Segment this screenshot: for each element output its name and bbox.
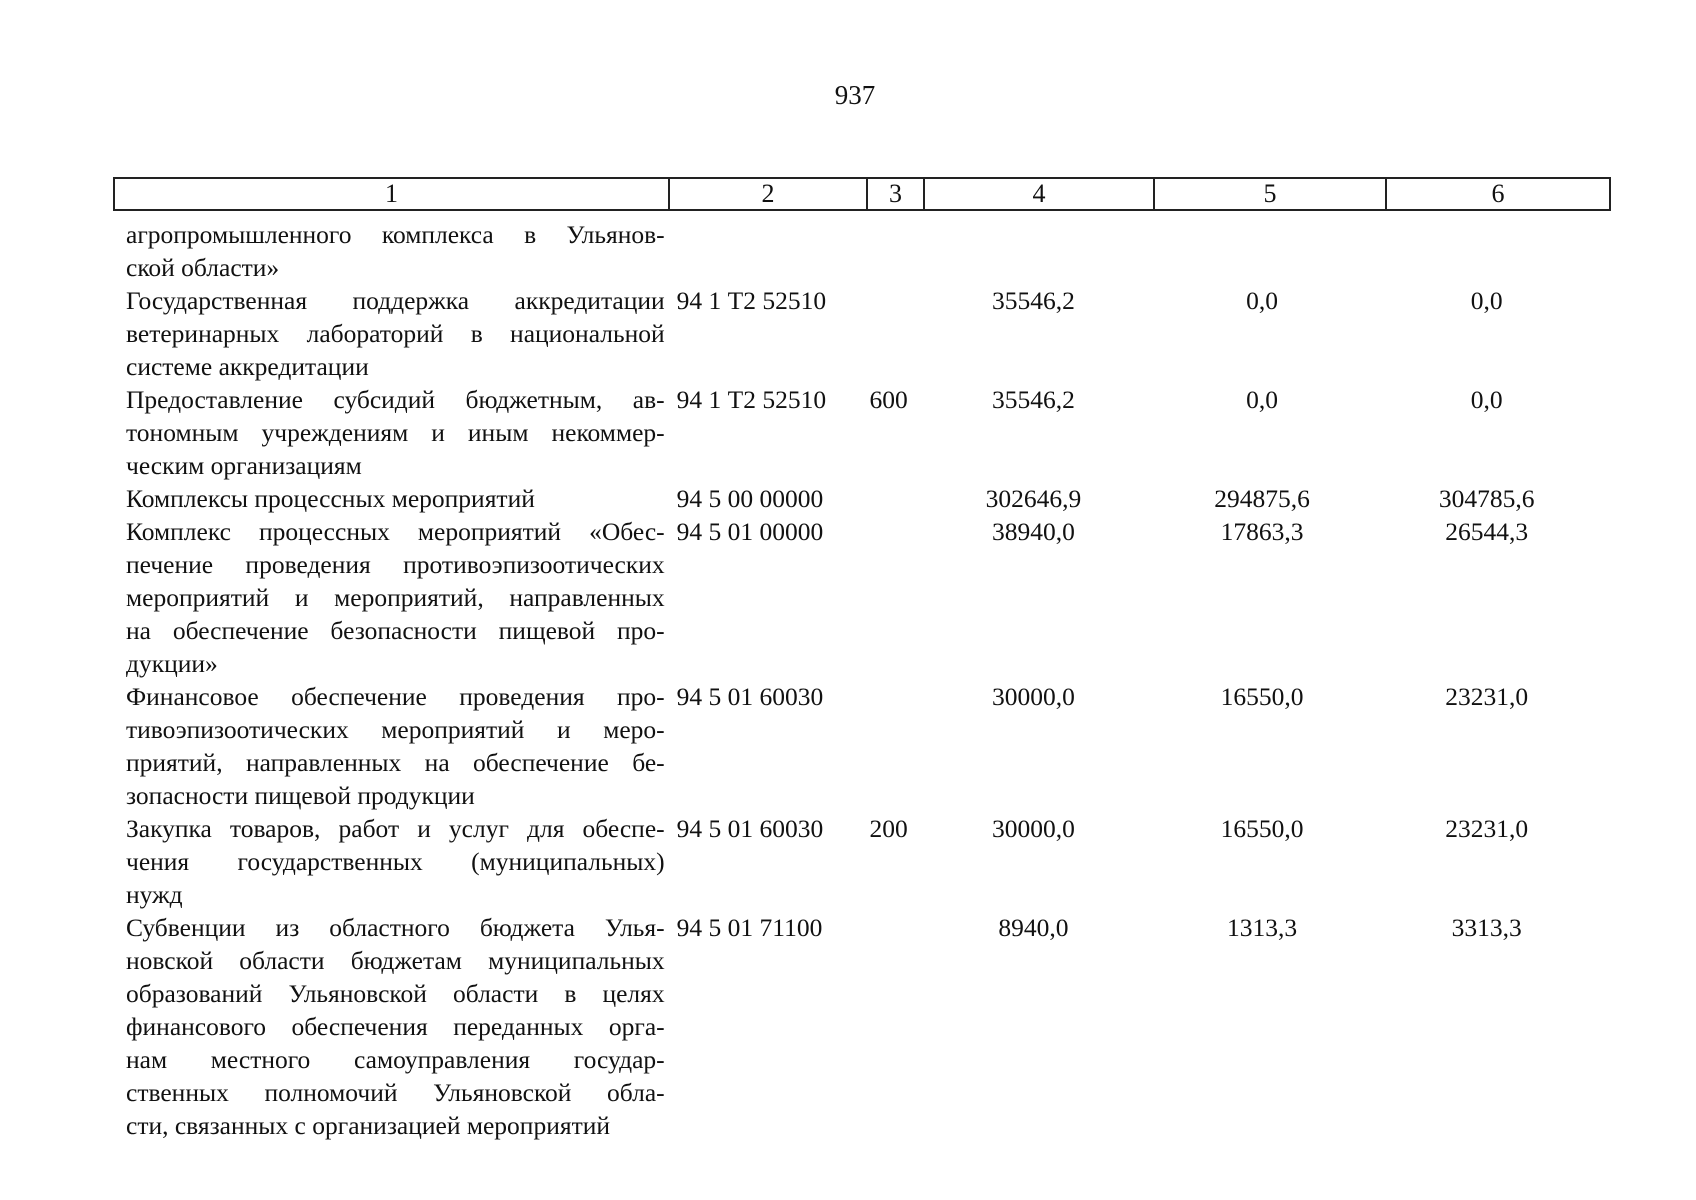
row-code: 94 1 Т2 52510 [676, 286, 827, 315]
description-line: приятий, направленных на обеспечение бе- [126, 748, 665, 777]
row-expense-type: 600 [869, 385, 908, 414]
column-header-4: 4 [924, 178, 1154, 210]
description-line: новской области бюджетам муниципальных [126, 946, 665, 975]
column-header-6: 6 [1386, 178, 1610, 210]
description-line: ственных полномочий Ульяновской обла- [126, 1078, 665, 1107]
row-value-col6: 304785,6 [1438, 484, 1535, 513]
description-line: ческим организациям [126, 451, 362, 480]
row-value-col5: 17863,3 [1220, 517, 1304, 546]
row-code: 94 5 01 71100 [676, 913, 823, 942]
description-line: печение проведения противоэпизоотических [126, 550, 665, 579]
row-value-col4: 38940,0 [992, 517, 1075, 546]
table-row [113, 284, 1597, 383]
row-description [113, 383, 665, 482]
row-value-col4: 30000,0 [992, 814, 1075, 843]
description-line: чения государственных (муниципальных) [126, 847, 665, 876]
row-description [113, 680, 665, 812]
description-line: Государственная поддержка аккредитации [126, 286, 665, 315]
description-line: Финансовое обеспечение проведения про- [126, 682, 665, 711]
row-value-col5: 1313,3 [1227, 913, 1298, 942]
budget-table-body [113, 218, 1597, 1142]
row-value-col4: 30000,0 [992, 682, 1075, 711]
description-line: Закупка товаров, работ и услуг для обеспе- [126, 814, 665, 843]
row-value-col5: 294875,6 [1214, 484, 1310, 513]
row-code: 94 5 01 60030 [676, 814, 824, 843]
row-description [113, 812, 665, 911]
description-line: Предоставление субсидий бюджетным, ав- [126, 385, 665, 414]
description-line: ветеринарных лабораторий в национальной [126, 319, 665, 348]
description-line: Комплекс процессных мероприятий «Обес- [126, 517, 665, 546]
row-code: 94 5 01 60030 [676, 682, 824, 711]
description-line: системе аккредитации [126, 352, 369, 381]
column-header-3: 3 [867, 178, 924, 210]
description-line: нужд [126, 880, 183, 909]
row-description [113, 218, 665, 284]
description-line: нам местного самоуправления государ- [126, 1045, 665, 1074]
row-value-col6: 0,0 [1470, 286, 1503, 315]
description-line: на обеспечение безопасности пищевой про- [126, 616, 665, 645]
row-value-col4: 35546,2 [992, 385, 1075, 414]
description-line: образований Ульяновской области в целях [126, 979, 665, 1008]
column-header-row [114, 178, 1610, 210]
description-line: Комплексы процессных мероприятий [126, 484, 535, 513]
description-line: зопасности пищевой продукции [126, 781, 475, 810]
description-line: ской области» [126, 253, 280, 282]
row-expense-type: 200 [869, 814, 908, 843]
row-description [113, 515, 665, 680]
description-line: мероприятий и мероприятий, направленных [126, 583, 665, 612]
row-description [113, 284, 665, 383]
table-row [113, 812, 1597, 911]
row-code: 94 1 Т2 52510 [676, 385, 827, 414]
row-value-col5: 0,0 [1246, 286, 1278, 315]
page-number: 937 [834, 80, 876, 110]
description-line: агропромышленного комплекса в Ульянов- [126, 220, 665, 249]
description-line: сти, связанных с организацией мероприятий [126, 1111, 611, 1140]
row-code: 94 5 00 00000 [676, 484, 824, 513]
row-value-col4: 302646,9 [985, 484, 1082, 513]
table-row [113, 482, 1597, 515]
column-header-2: 2 [669, 178, 867, 210]
table-row [113, 680, 1597, 812]
row-value-col4: 8940,0 [998, 913, 1069, 942]
row-description [113, 911, 665, 1142]
row-description [113, 482, 665, 515]
column-header-table [113, 177, 1611, 211]
table-row [113, 911, 1597, 1142]
description-line: тономным учреждениям и иным некоммер- [126, 418, 665, 447]
column-header-1: 1 [114, 178, 669, 210]
description-line: финансового обеспечения переданных орга- [126, 1012, 665, 1041]
table-row [113, 383, 1597, 482]
table-row [113, 218, 1597, 284]
row-value-col5: 16550,0 [1220, 682, 1304, 711]
row-value-col6: 23231,0 [1445, 682, 1529, 711]
row-value-col6: 3313,3 [1451, 913, 1522, 942]
row-value-col5: 16550,0 [1220, 814, 1304, 843]
row-value-col4: 35546,2 [992, 286, 1075, 315]
row-value-col6: 0,0 [1470, 385, 1503, 414]
description-line: тивоэпизоотических мероприятий и меро- [126, 715, 665, 744]
description-line: Субвенции из областного бюджета Улья- [126, 913, 665, 942]
row-code: 94 5 01 00000 [676, 517, 824, 546]
description-line: дукции» [126, 649, 218, 678]
column-header-5: 5 [1154, 178, 1386, 210]
row-value-col5: 0,0 [1246, 385, 1278, 414]
row-value-col6: 26544,3 [1445, 517, 1529, 546]
row-value-col6: 23231,0 [1445, 814, 1529, 843]
table-row [113, 515, 1597, 680]
